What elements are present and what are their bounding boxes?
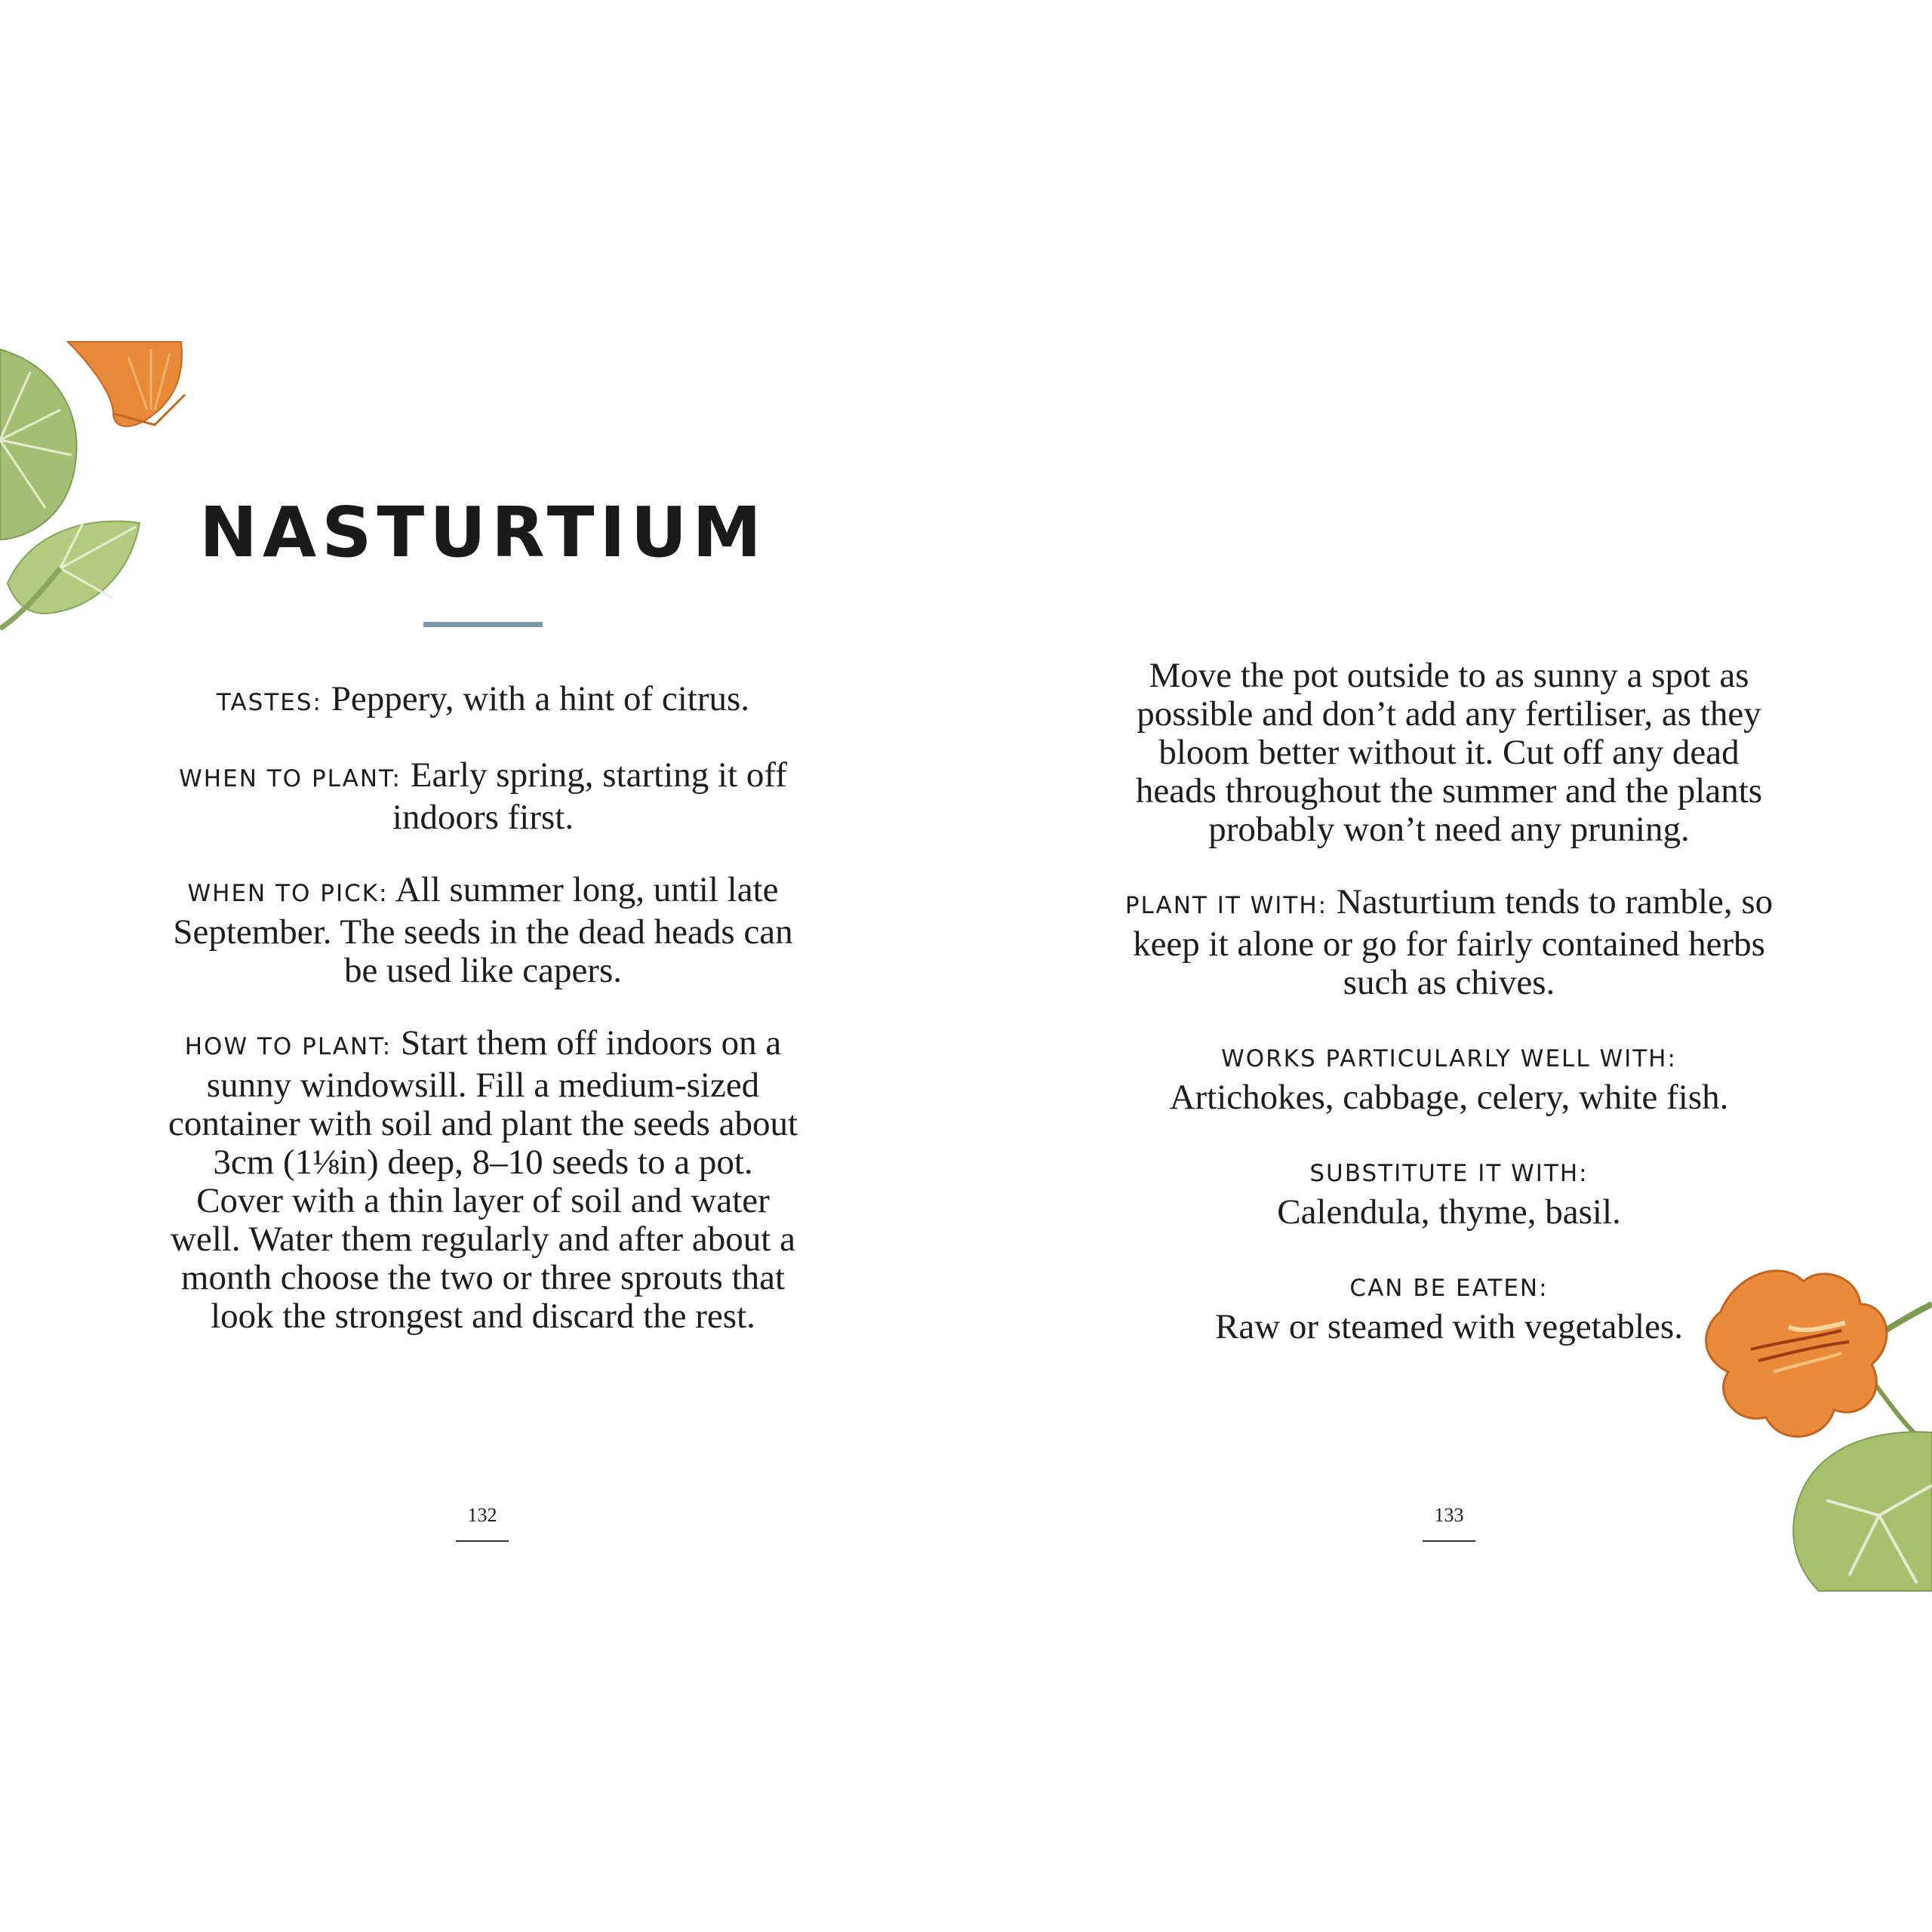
flower-icon (68, 342, 185, 426)
page-number-rule (456, 1540, 509, 1542)
intro-paragraph: Move the pot outside to as sunny a spot as possible and don’t add any fertiliser, as they bloom better without it. Cut off any dead heads throughout the summer and the plants probably won’t need any pruning. (1135, 656, 1763, 849)
section-when-to-pick (166, 871, 800, 990)
page-number-right (1404, 1504, 1494, 1542)
section-label: PLANT IT WITH: (1124, 892, 1328, 919)
page-number-text: 133 (1434, 1504, 1464, 1526)
left-page-content (166, 492, 800, 1370)
section-how-to-plant (166, 1024, 800, 1336)
section-text: All summer long, until late September. The seeds in the dead heads can be used like capers. (173, 870, 793, 990)
section-tastes (166, 680, 800, 722)
section-text: Nasturtium tends to ramble, so keep it alone or go for fairly contained herbs such as chives. (1133, 882, 1774, 1002)
section-label: TASTES: (216, 689, 322, 716)
leaf-small-icon (8, 521, 140, 614)
section-substitute-it-with (1117, 1151, 1781, 1232)
section-text: Artichokes, cabbage, celery, white fish. (1169, 1078, 1729, 1117)
page-number-text: 132 (467, 1504, 497, 1526)
page-number-rule (1423, 1540, 1475, 1542)
section-works-well-with (1117, 1036, 1781, 1117)
section-text: Early spring, starting it off indoors first. (392, 755, 787, 837)
section-label: CAN BE EATEN: (1349, 1275, 1549, 1302)
section-text: Calendula, thyme, basil. (1277, 1192, 1621, 1232)
section-plant-it-with (1117, 883, 1781, 1002)
section-label: HOW TO PLANT: (184, 1033, 392, 1060)
page-title: NASTURTIUM (199, 492, 767, 573)
section-label: WHEN TO PICK: (187, 880, 389, 907)
leaf-icon (1793, 1432, 1932, 1591)
section-can-be-eaten (1117, 1266, 1781, 1346)
section-when-to-plant (166, 756, 800, 837)
right-page-content (1117, 657, 1781, 1380)
section-label: WHEN TO PLANT: (179, 765, 401, 792)
section-label: SUBSTITUTE IT WITH: (1309, 1160, 1589, 1187)
title-divider (423, 622, 543, 627)
page-number-left (437, 1504, 528, 1542)
section-text: Raw or steamed with vegetables. (1215, 1307, 1683, 1346)
section-text: Start them off indoors on a sunny windowsill. Fill a medium-sized container with soil and plant the seeds about 3cm (1⅛in) deep, 8–10 seeds to a pot. Cover with a thin layer of soil and water well. Water them regularly and after about a month choose the two or three sprouts that look the strongest and discard the rest. (168, 1023, 798, 1336)
section-text: Peppery, with a hint of citrus. (331, 679, 750, 718)
section-label: WORKS PARTICULARLY WELL WITH: (1221, 1045, 1677, 1072)
leaf-large-icon (0, 349, 77, 540)
